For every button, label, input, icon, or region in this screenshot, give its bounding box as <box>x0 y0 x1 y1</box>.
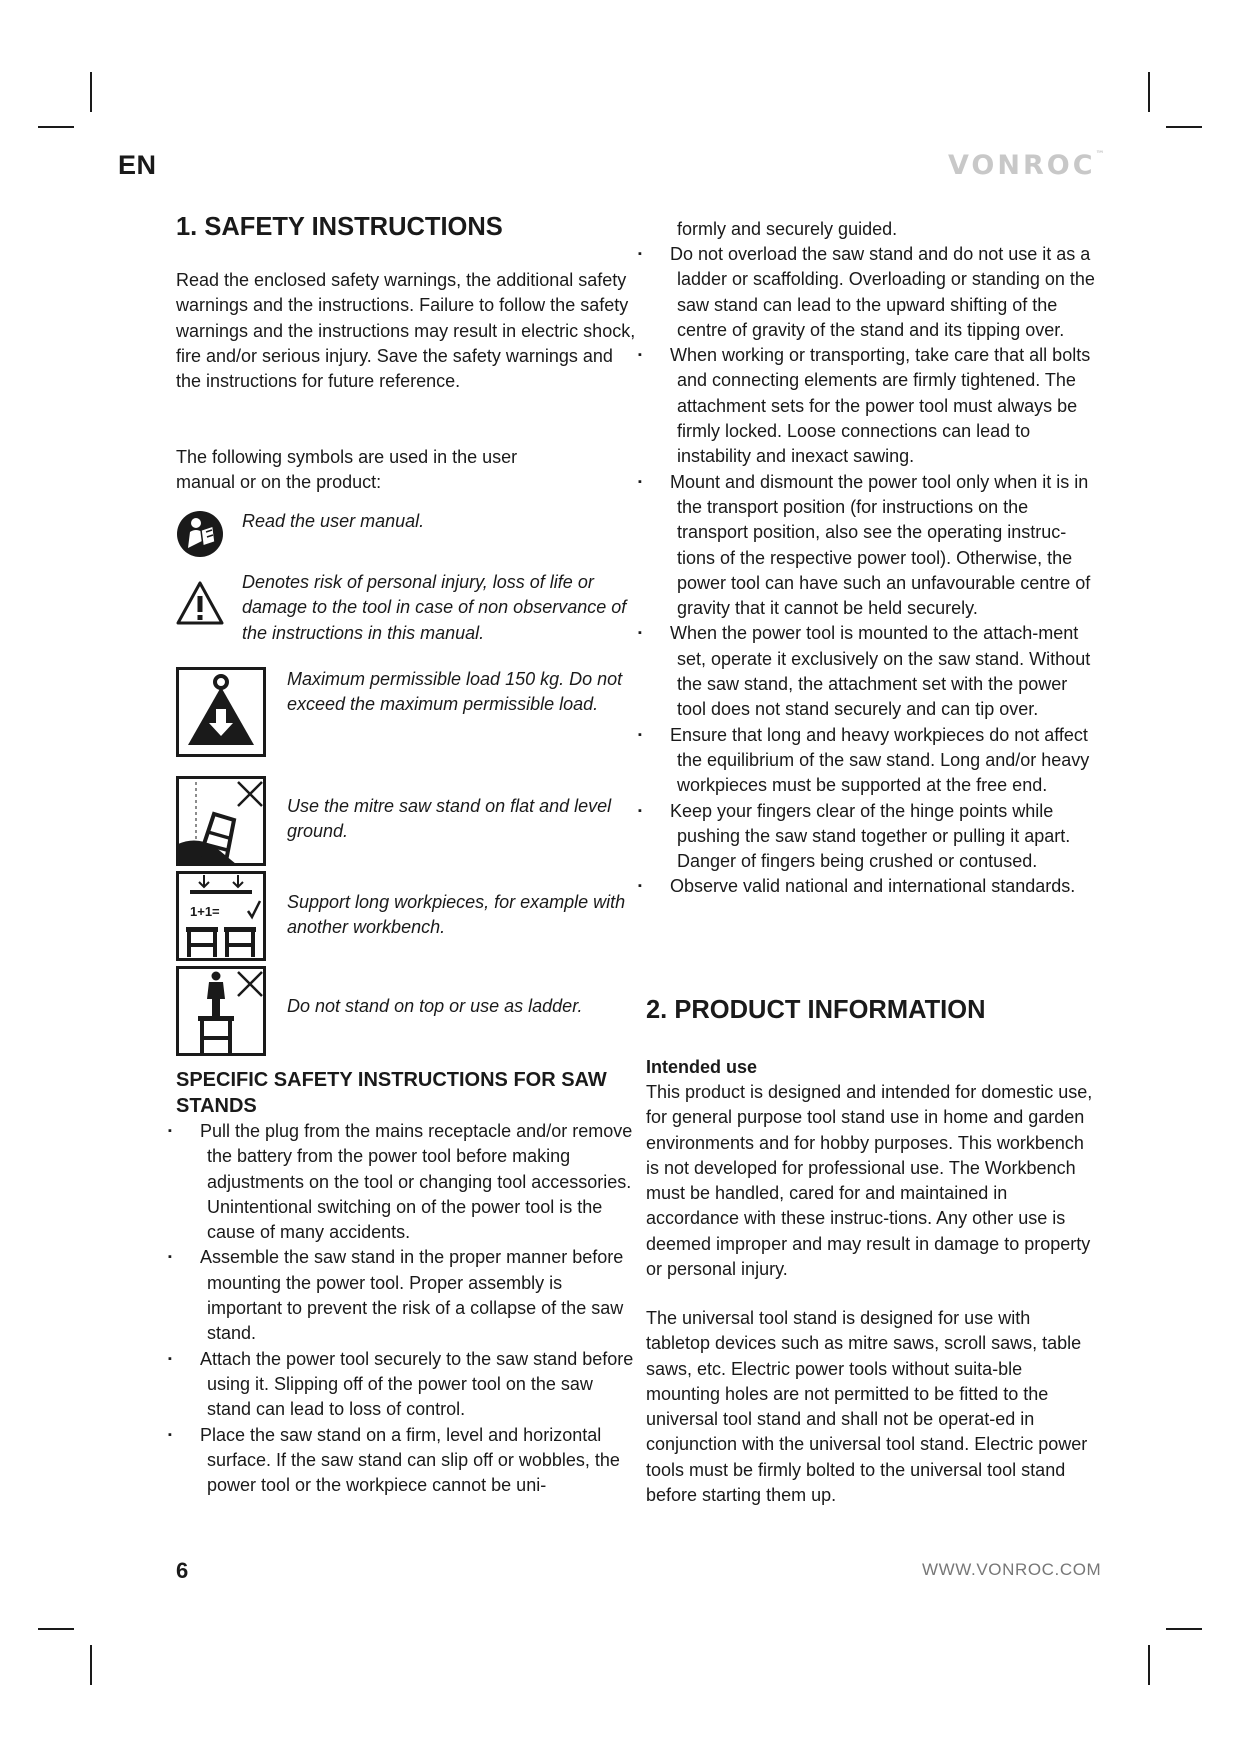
brand-trademark: ™ <box>1095 150 1105 160</box>
crop-mark <box>1148 1645 1150 1685</box>
list-item: ▪ Assemble the saw stand in the proper manner before mounting the power tool. Proper assembly is important to prevent the risk of a collapse of the saw stand. <box>176 1245 636 1346</box>
symbols-intro: The following symbols are used in the user manual or on the product: <box>176 447 518 493</box>
list-item: ▪ Observe valid national and international standards. <box>646 874 1096 899</box>
max-load-icon <box>176 667 266 764</box>
crop-mark <box>90 1645 92 1685</box>
brand-name: VONROC <box>948 150 1096 181</box>
symbol-max-load <box>176 667 636 718</box>
symbol-text: Support long workpieces, for example with another workbench. <box>287 892 626 938</box>
list-item: ▪ Keep your fingers clear of the hinge points while pushing the saw stand together or pulling it apart. Danger of fingers being crushed or contused. <box>646 799 1096 875</box>
flat-ground-icon <box>176 776 266 873</box>
list-item: ▪ Mount and dismount the power tool only when it is in the transport position (for instructions on the transport position, also see the operating instruc-tions of the respective power tool). Otherwise, the power tool can have such an unfavourable centre of gravity that it cannot be held securely. <box>646 470 1096 622</box>
icon-equation: 1+1= <box>190 904 220 919</box>
crop-mark <box>90 72 92 112</box>
right-bullet-list <box>646 242 1096 900</box>
crop-mark <box>1166 1628 1202 1630</box>
symbol-flat-ground <box>176 776 636 842</box>
language-label: EN <box>118 150 157 180</box>
list-item: ▪ When working or transporting, take care that all bolts and connecting elements are firmly tightened. The attachment sets for the power tool must always be firmly locked. Loose connections can lead to instability and inexact sawing. <box>646 343 1096 469</box>
symbol-text: Use the mitre saw stand on flat and level ground. <box>287 796 612 842</box>
symbol-support-workpiece <box>176 871 636 938</box>
website-link[interactable]: WWW.VONROC.COM <box>922 1560 1102 1579</box>
read-manual-icon <box>176 510 224 565</box>
support-workpiece-icon <box>176 871 266 961</box>
tool-stand-paragraph: The universal tool stand is designed for use with tabletop devices such as mitre saws, scroll saws, table saws, etc. Electric power tools without suita-ble mounting holes are not permitted to be fitted to the universal tool stand and shall not be operat-ed in conjunction with the universal tool stand. Electric power tools must be firmly bolted to the universal tool stand before starting them up. <box>646 1308 1088 1506</box>
warning-triangle-icon <box>176 580 224 633</box>
left-bullet-list <box>176 1119 636 1498</box>
section-heading-product-info: 2. PRODUCT INFORMATION <box>646 996 986 1024</box>
list-item: ▪ Pull the plug from the mains receptacle and/or remove the battery from the power tool before making adjustments on the tool or changing tool accessories. Unintentional switching on of the power tool is the cause of many accidents. <box>176 1119 636 1245</box>
list-item: ▪ Do not overload the saw stand and do not use it as a ladder or scaffolding. Overloading or standing on the saw stand can lead to the upward shifting of the centre of gravity of the stand and its tipping over. <box>646 242 1096 343</box>
no-standing-icon <box>176 966 266 1063</box>
subheading-intended-use: Intended use <box>646 1057 758 1077</box>
list-item: ▪ Ensure that long and heavy workpieces do not affect the equilibrium of the saw stand. Long and/or heavy workpieces must be supported at the free end. <box>646 723 1096 799</box>
intended-use-paragraph: This product is designed and intended for domestic use, for general purpose tool stand use in home and garden environments and for hobby purposes. This workbench is not developed for professional use. The Workbench must be handled, cared for and maintained in accordance with these instruc-tions. Any other use is deemed improper and may result in damage to property or personal injury. <box>646 1082 1093 1280</box>
symbol-warning <box>176 570 636 646</box>
symbol-text: Do not stand on top or use as ladder. <box>287 996 583 1016</box>
symbol-text: Maximum permissible load 150 kg. Do not exceed the maximum permissible load. <box>287 669 623 715</box>
crop-mark <box>1166 126 1202 128</box>
crop-mark <box>38 126 74 128</box>
symbol-text: Denotes risk of personal injury, loss of life or damage to the tool in case of non observance of the instructions in this manual. <box>242 572 627 643</box>
symbol-read-manual <box>176 509 636 534</box>
list-item: ▪ Place the saw stand on a firm, level and horizontal surface. If the saw stand can slip off or wobbles, the power tool or the workpiece cannot be uni- <box>176 1423 636 1499</box>
section-heading-safety: 1. SAFETY INSTRUCTIONS <box>176 213 503 241</box>
crop-mark <box>38 1628 74 1630</box>
page-number: 6 <box>176 1558 189 1583</box>
list-item: ▪ When the power tool is mounted to the attach-ment set, operate it exclusively on the saw stand. Without the saw stand, the attachment set with the power tool does not stand securely and can tip over. <box>646 621 1096 722</box>
safety-intro: Read the enclosed safety warnings, the additional safety warnings and the instructions. Failure to follow the safety warnings and the instructions may result in electric shock, fire and/or serious injury. Save the safety warnings and the instructions for future reference. <box>176 270 636 392</box>
crop-mark <box>1148 72 1150 112</box>
list-item: ▪ Attach the power tool securely to the saw stand before using it. Slipping off of the power tool on the saw stand can lead to loss of control. <box>176 1347 636 1423</box>
symbol-text: Read the user manual. <box>242 511 425 531</box>
brand-logo <box>948 150 1105 181</box>
subheading-specific-safety: SPECIFIC SAFETY INSTRUCTIONS FOR SAW STANDS <box>176 1069 607 1117</box>
continuation-text: formly and securely guided. <box>677 219 898 239</box>
symbol-no-standing <box>176 966 636 1016</box>
